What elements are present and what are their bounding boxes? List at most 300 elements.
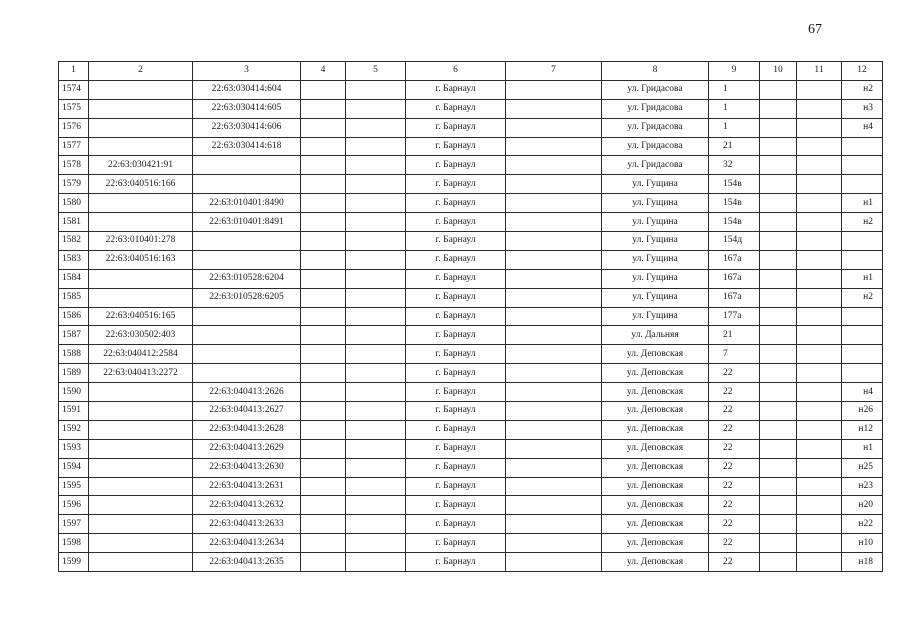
column-header-11: 11 bbox=[797, 62, 842, 81]
cell-col-8: ул. Гущина bbox=[602, 288, 709, 307]
cell-col-5 bbox=[346, 250, 406, 269]
cell-col-11 bbox=[797, 364, 842, 383]
cell-col-9 bbox=[709, 213, 760, 232]
table-row bbox=[59, 402, 883, 421]
cell-col-4 bbox=[301, 288, 346, 307]
cell-col-9 bbox=[709, 439, 760, 458]
table-row bbox=[59, 175, 883, 194]
cell-col-9 bbox=[709, 496, 760, 515]
cell-col-3: 22:63:040413:2632 bbox=[193, 496, 301, 515]
cell-col-2: 22:63:030502:403 bbox=[89, 326, 193, 345]
building-number: 21 bbox=[723, 329, 733, 340]
table-row bbox=[59, 80, 883, 99]
cell-col-8: ул. Гущина bbox=[602, 213, 709, 232]
cell-col-3: 22:63:010401:8490 bbox=[193, 194, 301, 213]
cell-col-9 bbox=[709, 477, 760, 496]
cell-col-11 bbox=[797, 458, 842, 477]
cell-col-5 bbox=[346, 137, 406, 156]
cell-col-8: ул. Гущина bbox=[602, 175, 709, 194]
cell-col-5 bbox=[346, 80, 406, 99]
cell-col-4 bbox=[301, 402, 346, 421]
cell-col-5 bbox=[346, 194, 406, 213]
cell-col-7 bbox=[506, 402, 602, 421]
cell-col-5 bbox=[346, 118, 406, 137]
cell-col-7 bbox=[506, 326, 602, 345]
table-row bbox=[59, 515, 883, 534]
cell-col-6: г. Барнаул bbox=[406, 156, 506, 175]
cell-col-12 bbox=[842, 175, 883, 194]
cell-col-3 bbox=[193, 232, 301, 251]
cell-col-9 bbox=[709, 515, 760, 534]
cell-col-2: 22:63:040413:2272 bbox=[89, 364, 193, 383]
building-number: 22 bbox=[723, 367, 733, 378]
column-header-6: 6 bbox=[406, 62, 506, 81]
cell-col-1: 1574 bbox=[59, 80, 89, 99]
cell-col-8: ул. Деповская bbox=[602, 496, 709, 515]
cell-col-3 bbox=[193, 345, 301, 364]
cell-col-10 bbox=[760, 477, 797, 496]
cell-col-8: ул. Деповская bbox=[602, 345, 709, 364]
cell-col-10 bbox=[760, 80, 797, 99]
cell-col-1: 1583 bbox=[59, 250, 89, 269]
table-row bbox=[59, 477, 883, 496]
cell-col-3 bbox=[193, 307, 301, 326]
cell-col-10 bbox=[760, 175, 797, 194]
cell-col-1: 1586 bbox=[59, 307, 89, 326]
cell-col-6: г. Барнаул bbox=[406, 250, 506, 269]
cell-col-11 bbox=[797, 80, 842, 99]
cell-col-3: 22:63:040413:2626 bbox=[193, 383, 301, 402]
cell-col-3 bbox=[193, 364, 301, 383]
cell-col-4 bbox=[301, 232, 346, 251]
table-row bbox=[59, 420, 883, 439]
cell-col-6: г. Барнаул bbox=[406, 175, 506, 194]
cell-col-12: н4 bbox=[842, 118, 883, 137]
cell-col-1: 1591 bbox=[59, 402, 89, 421]
table-row bbox=[59, 156, 883, 175]
building-number: 154д bbox=[723, 235, 743, 246]
cell-col-3: 22:63:040413:2630 bbox=[193, 458, 301, 477]
column-header-9: 9 bbox=[709, 62, 760, 81]
cell-col-12: н22 bbox=[842, 515, 883, 534]
cell-col-11 bbox=[797, 345, 842, 364]
building-number: 154в bbox=[723, 178, 742, 189]
building-number: 7 bbox=[723, 348, 728, 359]
cell-col-12 bbox=[842, 345, 883, 364]
cell-col-12: н3 bbox=[842, 99, 883, 118]
cell-col-4 bbox=[301, 345, 346, 364]
cell-col-12: н10 bbox=[842, 534, 883, 553]
cell-col-1: 1595 bbox=[59, 477, 89, 496]
building-number: 154в bbox=[723, 197, 742, 208]
cell-col-4 bbox=[301, 80, 346, 99]
cell-col-7 bbox=[506, 496, 602, 515]
table-row bbox=[59, 496, 883, 515]
cell-col-11 bbox=[797, 383, 842, 402]
cell-col-6: г. Барнаул bbox=[406, 326, 506, 345]
cell-col-8: ул. Гущина bbox=[602, 232, 709, 251]
cell-col-9 bbox=[709, 175, 760, 194]
cell-col-1: 1581 bbox=[59, 213, 89, 232]
cell-col-4 bbox=[301, 118, 346, 137]
cell-col-2 bbox=[89, 553, 193, 572]
cell-col-7 bbox=[506, 364, 602, 383]
table-row bbox=[59, 99, 883, 118]
table-row bbox=[59, 439, 883, 458]
table-row bbox=[59, 307, 883, 326]
cell-col-8: ул. Деповская bbox=[602, 534, 709, 553]
cell-col-9 bbox=[709, 137, 760, 156]
cell-col-12 bbox=[842, 232, 883, 251]
cell-col-5 bbox=[346, 420, 406, 439]
table-row bbox=[59, 288, 883, 307]
cell-col-8: ул. Гридасова bbox=[602, 137, 709, 156]
cell-col-11 bbox=[797, 515, 842, 534]
cell-col-1: 1587 bbox=[59, 326, 89, 345]
cell-col-12: н20 bbox=[842, 496, 883, 515]
cell-col-5 bbox=[346, 307, 406, 326]
cell-col-6: г. Барнаул bbox=[406, 232, 506, 251]
cell-col-12: н1 bbox=[842, 439, 883, 458]
cell-col-9 bbox=[709, 458, 760, 477]
cell-col-11 bbox=[797, 118, 842, 137]
cell-col-2 bbox=[89, 80, 193, 99]
cell-col-6: г. Барнаул bbox=[406, 80, 506, 99]
cell-col-11 bbox=[797, 477, 842, 496]
cell-col-2: 22:63:040516:163 bbox=[89, 250, 193, 269]
building-number: 22 bbox=[723, 405, 733, 416]
cell-col-6: г. Барнаул bbox=[406, 439, 506, 458]
cell-col-5 bbox=[346, 534, 406, 553]
cell-col-3: 22:63:040413:2629 bbox=[193, 439, 301, 458]
cell-col-7 bbox=[506, 477, 602, 496]
cell-col-1: 1594 bbox=[59, 458, 89, 477]
cell-col-6: г. Барнаул bbox=[406, 307, 506, 326]
cell-col-11 bbox=[797, 137, 842, 156]
cell-col-11 bbox=[797, 99, 842, 118]
cell-col-10 bbox=[760, 99, 797, 118]
cell-col-12: н1 bbox=[842, 269, 883, 288]
cell-col-6: г. Барнаул bbox=[406, 553, 506, 572]
building-number: 167а bbox=[723, 254, 742, 265]
cell-col-11 bbox=[797, 213, 842, 232]
cell-col-8: ул. Деповская bbox=[602, 458, 709, 477]
cell-col-12 bbox=[842, 156, 883, 175]
building-number: 22 bbox=[723, 424, 733, 435]
cell-col-2 bbox=[89, 269, 193, 288]
table-row bbox=[59, 553, 883, 572]
cell-col-4 bbox=[301, 496, 346, 515]
cell-col-12: н4 bbox=[842, 383, 883, 402]
cell-col-12 bbox=[842, 364, 883, 383]
cell-col-8: ул. Гридасова bbox=[602, 80, 709, 99]
header-row bbox=[59, 62, 883, 81]
cell-col-9 bbox=[709, 326, 760, 345]
building-number: 22 bbox=[723, 481, 733, 492]
cell-col-11 bbox=[797, 307, 842, 326]
cell-col-7 bbox=[506, 175, 602, 194]
building-number: 167а bbox=[723, 292, 742, 303]
cell-col-8: ул. Деповская bbox=[602, 553, 709, 572]
cell-col-1: 1575 bbox=[59, 99, 89, 118]
cell-col-6: г. Барнаул bbox=[406, 402, 506, 421]
cell-col-2 bbox=[89, 118, 193, 137]
cell-col-10 bbox=[760, 156, 797, 175]
table-row bbox=[59, 345, 883, 364]
cell-col-1: 1599 bbox=[59, 553, 89, 572]
cell-col-12: н2 bbox=[842, 288, 883, 307]
cell-col-3: 22:63:040413:2631 bbox=[193, 477, 301, 496]
cell-col-10 bbox=[760, 250, 797, 269]
cell-col-5 bbox=[346, 383, 406, 402]
cell-col-3: 22:63:040413:2635 bbox=[193, 553, 301, 572]
cell-col-4 bbox=[301, 364, 346, 383]
table-row bbox=[59, 194, 883, 213]
cell-col-11 bbox=[797, 553, 842, 572]
column-header-8: 8 bbox=[602, 62, 709, 81]
cell-col-7 bbox=[506, 515, 602, 534]
cell-col-10 bbox=[760, 364, 797, 383]
cell-col-1: 1588 bbox=[59, 345, 89, 364]
cell-col-4 bbox=[301, 553, 346, 572]
cell-col-1: 1598 bbox=[59, 534, 89, 553]
cell-col-2: 22:63:040412:2584 bbox=[89, 345, 193, 364]
cell-col-3: 22:63:040413:2627 bbox=[193, 402, 301, 421]
cell-col-12: н12 bbox=[842, 420, 883, 439]
cell-col-10 bbox=[760, 137, 797, 156]
cell-col-1: 1590 bbox=[59, 383, 89, 402]
building-number: 22 bbox=[723, 443, 733, 454]
cell-col-1: 1593 bbox=[59, 439, 89, 458]
cell-col-5 bbox=[346, 288, 406, 307]
table-body bbox=[59, 80, 883, 571]
cell-col-10 bbox=[760, 345, 797, 364]
cell-col-5 bbox=[346, 553, 406, 572]
table-row bbox=[59, 137, 883, 156]
cell-col-7 bbox=[506, 269, 602, 288]
cell-col-8: ул. Дальняя bbox=[602, 326, 709, 345]
cell-col-12 bbox=[842, 250, 883, 269]
cell-col-7 bbox=[506, 250, 602, 269]
cell-col-3: 22:63:030414:606 bbox=[193, 118, 301, 137]
cell-col-4 bbox=[301, 213, 346, 232]
cell-col-9 bbox=[709, 345, 760, 364]
cell-col-2: 22:63:010401:278 bbox=[89, 232, 193, 251]
cell-col-8: ул. Гридасова bbox=[602, 118, 709, 137]
cell-col-12 bbox=[842, 326, 883, 345]
cell-col-6: г. Барнаул bbox=[406, 534, 506, 553]
cell-col-1: 1592 bbox=[59, 420, 89, 439]
building-number: 21 bbox=[723, 141, 733, 151]
column-header-1: 1 bbox=[59, 62, 89, 81]
cell-col-5 bbox=[346, 439, 406, 458]
cell-col-5 bbox=[346, 477, 406, 496]
cell-col-6: г. Барнаул bbox=[406, 345, 506, 364]
cell-col-5 bbox=[346, 326, 406, 345]
cell-col-3: 22:63:030414:605 bbox=[193, 99, 301, 118]
cell-col-7 bbox=[506, 439, 602, 458]
cell-col-9 bbox=[709, 307, 760, 326]
table-row bbox=[59, 213, 883, 232]
cell-col-6: г. Барнаул bbox=[406, 515, 506, 534]
cell-col-4 bbox=[301, 326, 346, 345]
cell-col-1: 1579 bbox=[59, 175, 89, 194]
cell-col-9 bbox=[709, 364, 760, 383]
cell-col-12: н26 bbox=[842, 402, 883, 421]
cell-col-5 bbox=[346, 345, 406, 364]
building-number: 1 bbox=[723, 122, 728, 133]
cell-col-3 bbox=[193, 326, 301, 345]
cell-col-6: г. Барнаул bbox=[406, 288, 506, 307]
column-header-3: 3 bbox=[193, 62, 301, 81]
cell-col-4 bbox=[301, 250, 346, 269]
building-number: 22 bbox=[723, 386, 733, 397]
cell-col-2 bbox=[89, 515, 193, 534]
building-number: 1 bbox=[723, 84, 728, 95]
cell-col-10 bbox=[760, 326, 797, 345]
cell-col-5 bbox=[346, 156, 406, 175]
cell-col-12: н18 bbox=[842, 553, 883, 572]
cell-col-11 bbox=[797, 288, 842, 307]
cell-col-4 bbox=[301, 99, 346, 118]
cell-col-5 bbox=[346, 496, 406, 515]
cell-col-2 bbox=[89, 213, 193, 232]
cell-col-4 bbox=[301, 307, 346, 326]
cell-col-9 bbox=[709, 194, 760, 213]
cell-col-1: 1584 bbox=[59, 269, 89, 288]
cell-col-9 bbox=[709, 534, 760, 553]
cell-col-7 bbox=[506, 156, 602, 175]
column-header-4: 4 bbox=[301, 62, 346, 81]
cell-col-2: 22:63:040516:166 bbox=[89, 175, 193, 194]
cell-col-7 bbox=[506, 232, 602, 251]
cell-col-10 bbox=[760, 269, 797, 288]
cell-col-8: ул. Гущина bbox=[602, 194, 709, 213]
cell-col-6: г. Барнаул bbox=[406, 99, 506, 118]
cell-col-12 bbox=[842, 307, 883, 326]
column-header-12: 12 bbox=[842, 62, 883, 81]
cell-col-2 bbox=[89, 288, 193, 307]
cell-col-10 bbox=[760, 232, 797, 251]
cell-col-6: г. Барнаул bbox=[406, 364, 506, 383]
cell-col-12: н1 bbox=[842, 194, 883, 213]
cell-col-10 bbox=[760, 496, 797, 515]
cell-col-11 bbox=[797, 156, 842, 175]
cell-col-2 bbox=[89, 458, 193, 477]
cell-col-6: г. Барнаул bbox=[406, 420, 506, 439]
cell-col-5 bbox=[346, 213, 406, 232]
cell-col-10 bbox=[760, 383, 797, 402]
cell-col-7 bbox=[506, 137, 602, 156]
cell-col-12: н23 bbox=[842, 477, 883, 496]
cell-col-5 bbox=[346, 269, 406, 288]
cell-col-8: ул. Гридасова bbox=[602, 156, 709, 175]
cell-col-7 bbox=[506, 345, 602, 364]
cell-col-4 bbox=[301, 175, 346, 194]
cell-col-6: г. Барнаул bbox=[406, 194, 506, 213]
cell-col-10 bbox=[760, 458, 797, 477]
cell-col-1: 1597 bbox=[59, 515, 89, 534]
cell-col-5 bbox=[346, 99, 406, 118]
cell-col-7 bbox=[506, 99, 602, 118]
cell-col-11 bbox=[797, 175, 842, 194]
cell-col-8: ул. Гущина bbox=[602, 250, 709, 269]
cell-col-11 bbox=[797, 420, 842, 439]
cell-col-5 bbox=[346, 175, 406, 194]
cell-col-4 bbox=[301, 439, 346, 458]
cell-col-3: 22:63:030414:618 bbox=[193, 137, 301, 156]
cell-col-6: г. Барнаул bbox=[406, 477, 506, 496]
cell-col-8: ул. Деповская bbox=[602, 383, 709, 402]
cell-col-2 bbox=[89, 383, 193, 402]
table-row bbox=[59, 383, 883, 402]
cell-col-11 bbox=[797, 326, 842, 345]
cell-col-3 bbox=[193, 250, 301, 269]
cell-col-8: ул. Деповская bbox=[602, 515, 709, 534]
cell-col-11 bbox=[797, 250, 842, 269]
cell-col-7 bbox=[506, 307, 602, 326]
cell-col-11 bbox=[797, 534, 842, 553]
cell-col-10 bbox=[760, 553, 797, 572]
cell-col-10 bbox=[760, 402, 797, 421]
building-number: 1 bbox=[723, 103, 728, 114]
registry-table bbox=[58, 61, 883, 572]
cell-col-3: 22:63:010528:6204 bbox=[193, 269, 301, 288]
cell-col-11 bbox=[797, 194, 842, 213]
cell-col-3 bbox=[193, 175, 301, 194]
cell-col-9 bbox=[709, 156, 760, 175]
cell-col-9 bbox=[709, 118, 760, 137]
table-row bbox=[59, 250, 883, 269]
cell-col-7 bbox=[506, 213, 602, 232]
building-number: 167а bbox=[723, 273, 742, 284]
cell-col-7 bbox=[506, 458, 602, 477]
cell-col-5 bbox=[346, 364, 406, 383]
cell-col-4 bbox=[301, 515, 346, 534]
cell-col-8: ул. Деповская bbox=[602, 439, 709, 458]
table-header bbox=[59, 62, 883, 81]
cell-col-7 bbox=[506, 534, 602, 553]
cell-col-8: ул. Деповская bbox=[602, 420, 709, 439]
cell-col-8: ул. Гущина bbox=[602, 269, 709, 288]
cell-col-10 bbox=[760, 420, 797, 439]
cell-col-4 bbox=[301, 534, 346, 553]
cell-col-11 bbox=[797, 439, 842, 458]
cell-col-3: 22:63:030414:604 bbox=[193, 80, 301, 99]
cell-col-10 bbox=[760, 534, 797, 553]
cell-col-9 bbox=[709, 99, 760, 118]
column-header-7: 7 bbox=[506, 62, 602, 81]
cell-col-12: н25 bbox=[842, 458, 883, 477]
cell-col-9 bbox=[709, 269, 760, 288]
cell-col-3: 22:63:040413:2633 bbox=[193, 515, 301, 534]
cell-col-1: 1596 bbox=[59, 496, 89, 515]
cell-col-3: 22:63:040413:2634 bbox=[193, 534, 301, 553]
cell-col-7 bbox=[506, 288, 602, 307]
building-number: 22 bbox=[723, 518, 733, 529]
cell-col-2 bbox=[89, 477, 193, 496]
table-row bbox=[59, 232, 883, 251]
cell-col-10 bbox=[760, 213, 797, 232]
building-number: 177а bbox=[723, 311, 742, 322]
cell-col-5 bbox=[346, 515, 406, 534]
cell-col-6: г. Барнаул bbox=[406, 118, 506, 137]
cell-col-9 bbox=[709, 553, 760, 572]
cell-col-2: 22:63:030421:91 bbox=[89, 156, 193, 175]
cell-col-12: н2 bbox=[842, 80, 883, 99]
cell-col-3: 22:63:010528:6205 bbox=[193, 288, 301, 307]
column-header-2: 2 bbox=[89, 62, 193, 81]
